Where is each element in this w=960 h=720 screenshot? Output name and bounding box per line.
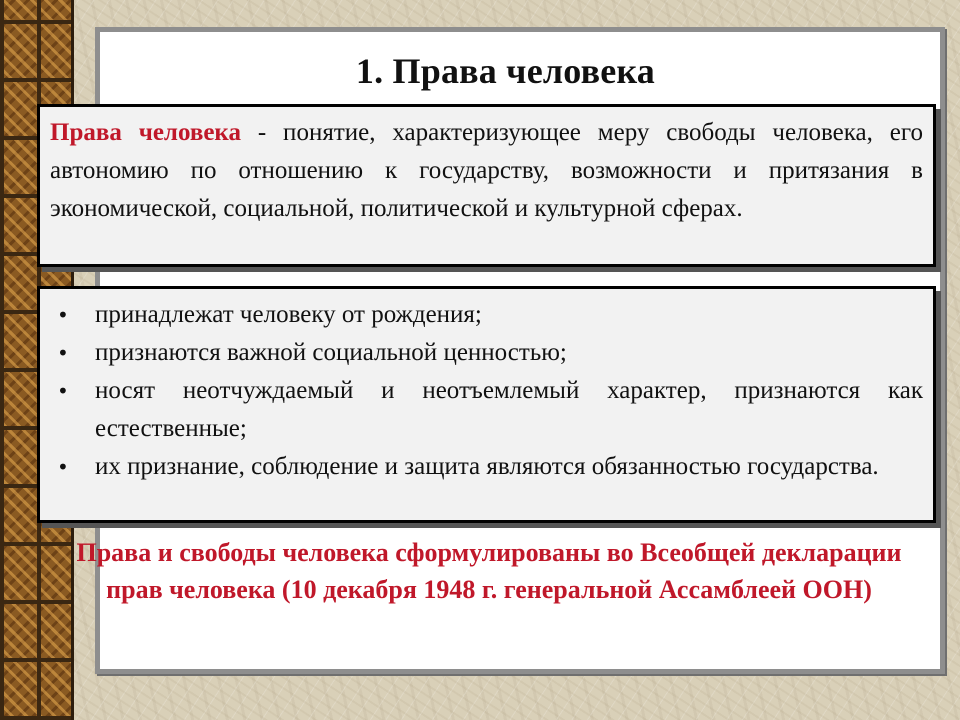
features-list [50, 296, 923, 486]
bullet-icon: • [57, 341, 69, 365]
feature-text: признаются важной социальной ценностью; [95, 339, 567, 366]
list-item [50, 448, 923, 486]
slide-title: 1. Права человека [355, 51, 655, 91]
features-box [37, 286, 936, 523]
list-item [50, 334, 923, 372]
bullet-icon: • [57, 455, 69, 479]
feature-text: их признание, соблюдение и защита являются обязанностью государства. [95, 453, 879, 480]
definition-text: - понятие, характеризующее меру свободы человека, его автономию по отношению к государству, возможности и притязания в экономической, социальной, политической и культурной сферах. [50, 119, 924, 222]
definition-term: Права человека [50, 119, 241, 146]
definition-box [37, 104, 936, 267]
bullet-icon: • [57, 303, 69, 327]
bullet-icon: • [57, 379, 69, 403]
footer-note: Права и свободы человека сформулированы во Всеобщей декларации прав человека (10 декабря 1948 г. генеральной Ассамблеей ООН) [76, 538, 902, 604]
feature-text: носят неотчуждаемый и неотъемлемый характер, признаются как естественные; [95, 377, 923, 442]
feature-text: принадлежат человеку от рождения; [95, 301, 482, 328]
list-item [50, 296, 923, 334]
list-item [50, 372, 923, 448]
